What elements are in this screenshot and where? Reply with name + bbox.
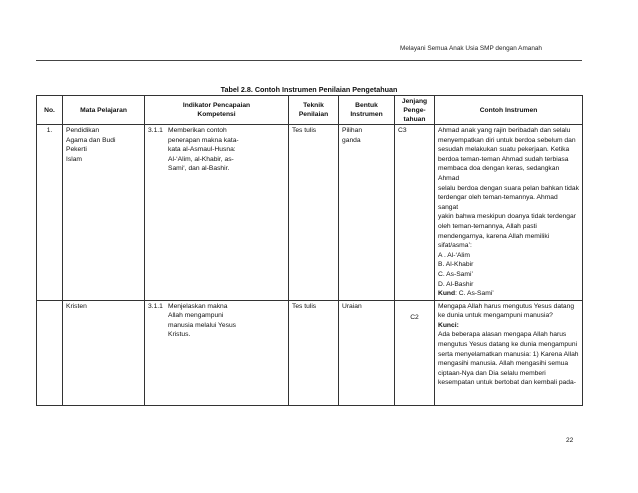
cell-indicator xyxy=(145,300,289,405)
option-d: D. Al-Bashir xyxy=(438,280,474,288)
indicator-line: penerapan makna kata- xyxy=(168,136,239,144)
indicator-line: Al-‘Alim, al-Khabir, as- xyxy=(168,155,234,163)
example-line: ke dunia untuk mengampuni manusia? xyxy=(438,312,553,320)
cell-no: 1. xyxy=(37,125,63,301)
instrument-table xyxy=(36,95,583,406)
answer-key xyxy=(438,289,579,299)
option-c: C. As-Sami’ xyxy=(438,270,473,278)
indicator-line: manusia melalui Yesus xyxy=(168,321,237,329)
header-example: Contoh Instrumen xyxy=(435,96,583,125)
subject-line: Agama dan Budi xyxy=(66,136,116,144)
header-row xyxy=(37,96,583,125)
form-line: ganda xyxy=(342,136,361,144)
header-indicator-line1: Indikator Pencapaian xyxy=(182,102,251,109)
cell-subject xyxy=(63,125,145,301)
subject-line: Kristen xyxy=(66,302,87,310)
cell-example xyxy=(435,300,583,405)
subject-line: Islam xyxy=(66,155,82,163)
header-no: No. xyxy=(37,96,63,125)
example-line: mengutus Yesus datang ke dunia mengampuni xyxy=(438,341,578,349)
example-line: mengasihi manusia. Allah mengasihi semua xyxy=(438,360,569,368)
cell-indicator xyxy=(145,125,289,301)
indicator-number: 3.1.1 xyxy=(148,302,163,310)
page-number: 22 xyxy=(566,437,574,444)
example-line: Mengapa Allah harus mengutus Yesus datang xyxy=(438,302,575,310)
example-line: membaca doa dengan keras, sedangkan Ahmad xyxy=(438,165,560,182)
header-technique xyxy=(289,96,339,125)
subject-line: Pekerti xyxy=(66,146,87,154)
header-technique-line1: Teknik xyxy=(303,102,324,109)
table-row xyxy=(37,125,583,301)
example-line: sesudah melakukan suatu pekerjaan. Ketika xyxy=(438,146,570,154)
header-rule xyxy=(36,60,582,61)
indicator-line: Memberikan contoh xyxy=(168,127,227,134)
header-form-line1: Bentuk xyxy=(355,102,378,109)
example-line: menyempatkan diri untuk berdoa sebelum dan xyxy=(438,136,576,144)
cell-technique: Tes tulis xyxy=(289,125,339,301)
cell-subject xyxy=(63,300,145,405)
option-b: B. Al-Khabir xyxy=(438,261,474,269)
answer-key-value: : C. As-Sami’ xyxy=(455,290,494,298)
running-head: Melayani Semua Anak Usia SMP dengan Amanah xyxy=(400,45,542,52)
indicator-line: Kristus. xyxy=(168,331,191,339)
example-line: kesempatan untuk bertobat dan kembali pada- xyxy=(438,379,576,387)
answer-key-label-text: Kunci: xyxy=(438,321,459,329)
example-line: sifat/asma’: xyxy=(438,242,472,250)
example-line: ciptaan-Nya dan Dia selalu memberi xyxy=(438,369,546,377)
header-level xyxy=(395,96,435,125)
form-line: Pilihan xyxy=(342,127,363,134)
header-level-line1: Jenjang xyxy=(401,97,428,105)
cell-example xyxy=(435,125,583,301)
example-line: mendengarnya, karena Allah memiliki xyxy=(438,232,550,240)
indicator-line: Allah mengampuni xyxy=(168,312,224,320)
indicator-line: Menjelaskan makna xyxy=(168,302,228,310)
table-caption: Tabel 2.8. Contoh Instrumen Penilaian Pengetahuan xyxy=(220,85,398,94)
header-form-line2: Instrumen xyxy=(350,111,383,118)
header-level-line2: Penge- xyxy=(403,106,426,114)
example-line: selalu berdoa dengan suara pelan bahkan tidak xyxy=(438,184,579,192)
option-a: A . Al-‘Alim xyxy=(438,251,470,259)
header-technique-line2: Penilaian xyxy=(298,111,329,118)
header-level-line3: tahuan xyxy=(403,115,426,123)
form-line: Uraian xyxy=(342,302,362,310)
indicator-line: Sami‘, dan al-Bashir. xyxy=(168,165,230,173)
answer-key-label: Kund xyxy=(438,290,456,298)
indicator-number: 3.1.1 xyxy=(148,127,163,134)
table-row xyxy=(37,300,583,405)
header-indicator xyxy=(145,96,289,125)
cell-form xyxy=(339,125,395,301)
example-line: oleh teman-temannya, Allah pasti xyxy=(438,222,537,230)
example-line: Ahmad anak yang rajin beribadah dan selalu xyxy=(438,127,571,134)
example-line: terdengar oleh teman-temannya. Ahmad sangat xyxy=(438,194,558,211)
example-line: serta menyelamatkan manusia: 1) Karena Allah xyxy=(438,350,579,358)
example-line: Ada beberapa alasan mengapa Allah harus xyxy=(438,331,567,339)
header-indicator-line2: Kompetensi xyxy=(197,111,236,118)
cell-no xyxy=(37,300,63,405)
subject-line: Pendidikan xyxy=(66,127,100,134)
example-line: yakin bahwa meskipun doanya tidak terdengar xyxy=(438,213,576,221)
header-subject: Mata Pelajaran xyxy=(63,96,145,125)
answer-key-label xyxy=(438,321,579,331)
indicator-line: kata al-Asmaul-Husna: xyxy=(168,146,236,154)
cell-level: C3 xyxy=(395,125,435,301)
example-line: berdoa teman-teman Ahmad sudah terbiasa xyxy=(438,155,569,163)
cell-form xyxy=(339,300,395,405)
cell-level: C2 xyxy=(395,300,435,405)
header-form xyxy=(339,96,395,125)
cell-technique: Tes tulis xyxy=(289,300,339,405)
